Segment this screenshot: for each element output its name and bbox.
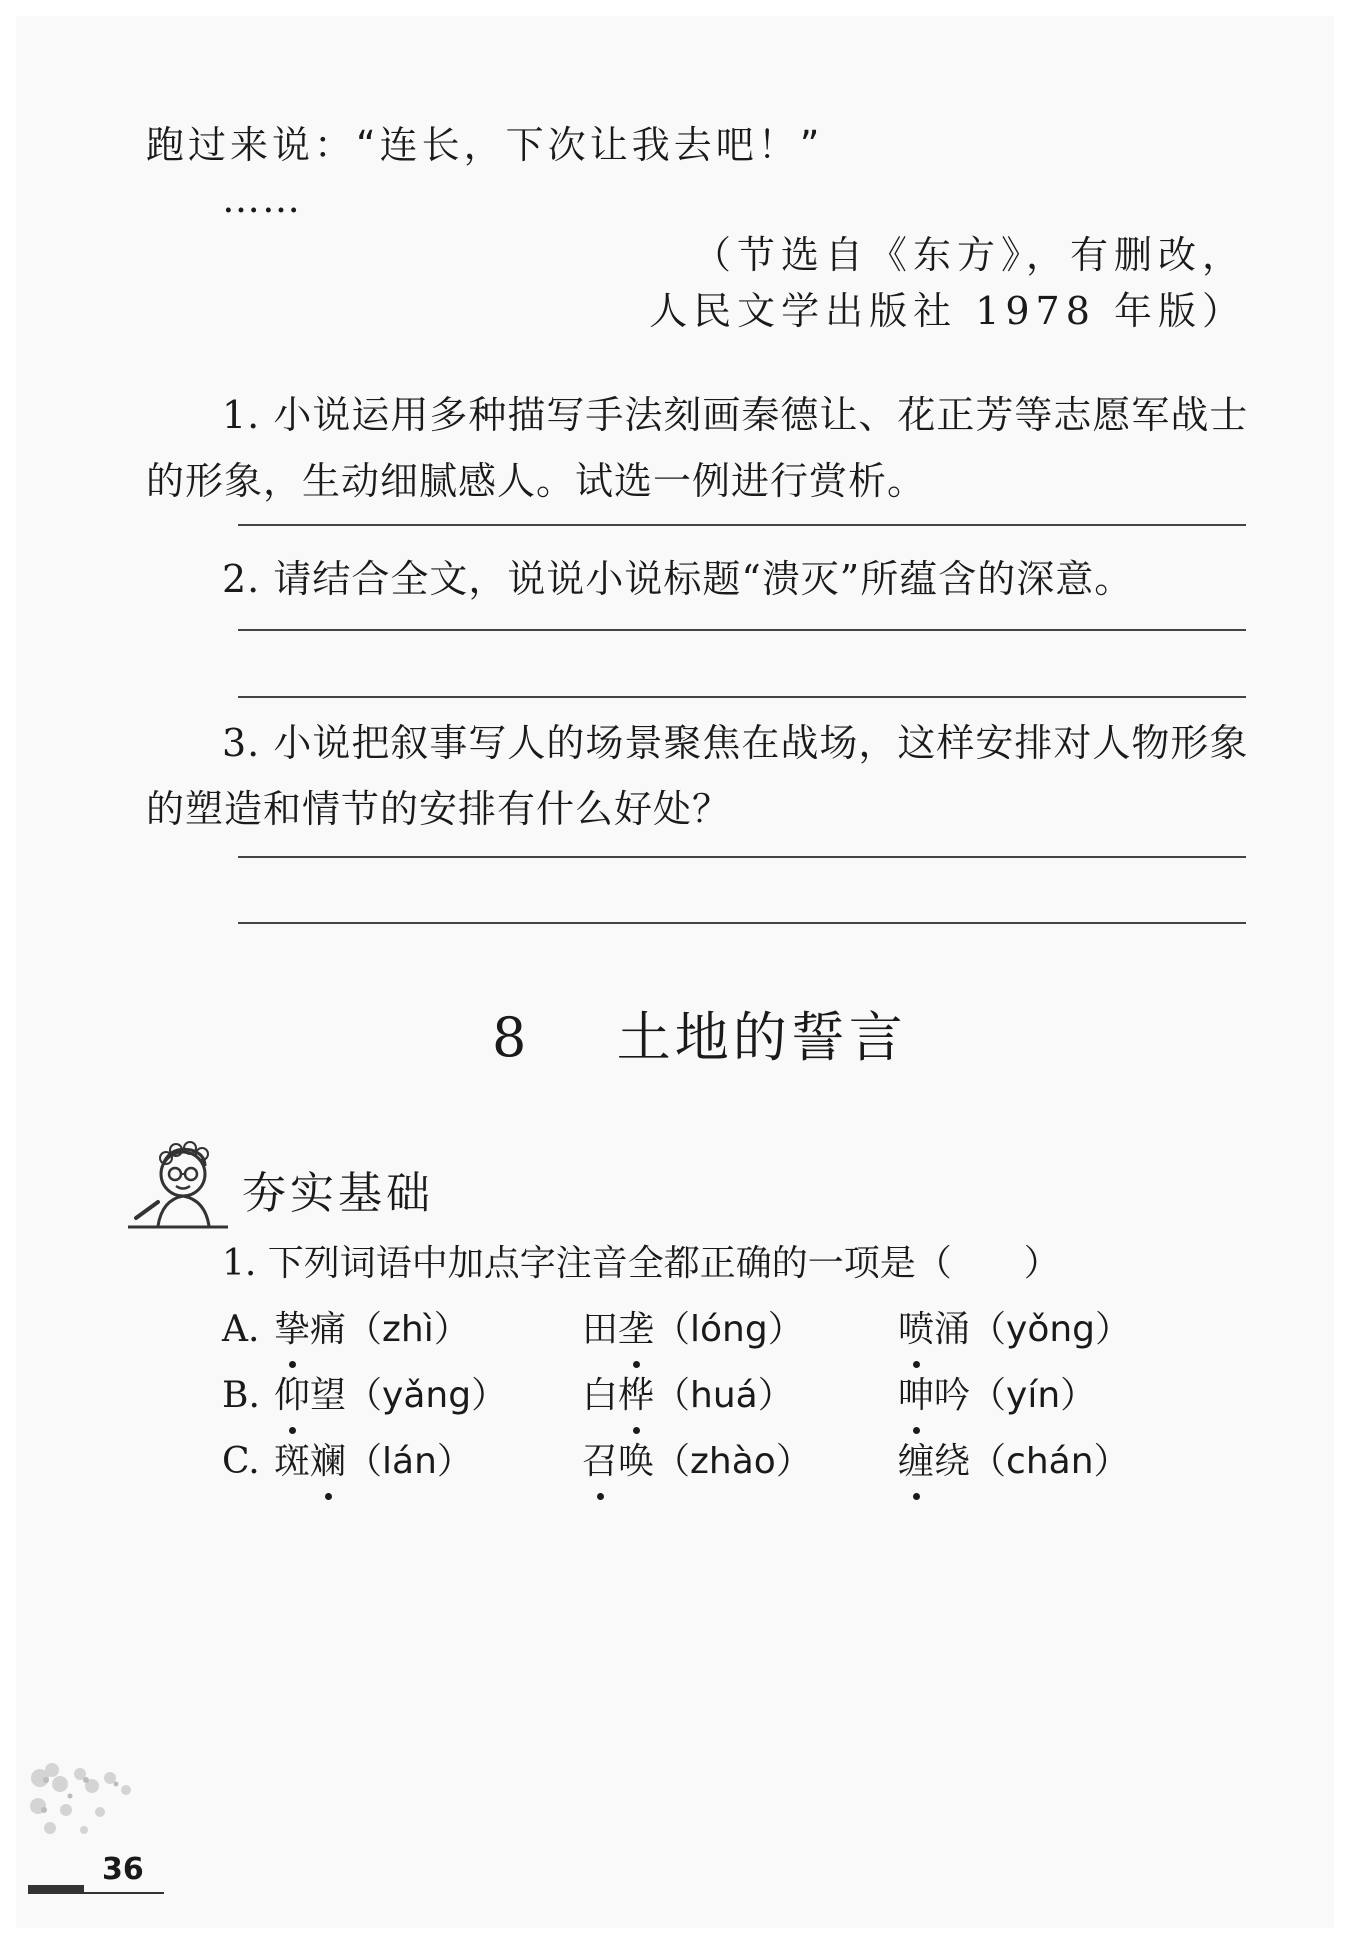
pinyin: （yǒng） [970,1309,1132,1350]
dotted-char: 斓 [310,1430,346,1494]
dotted-char: 召 [582,1430,618,1494]
pinyin: （yín） [970,1375,1097,1416]
answer-line[interactable] [238,922,1246,924]
chapter-number: 8 [492,1006,527,1069]
question-3: 3. 小说把叙事写人的场景聚焦在战场，这样安排对人物形象的塑造和情节的安排有什么好处？ [146,721,1249,831]
option-item: 呻吟（yín） [898,1364,1096,1428]
pinyin: （chán） [970,1441,1130,1482]
answer-line[interactable] [238,856,1246,858]
chapter-heading [492,998,907,1078]
excerpt-ellipsis: …… [222,177,302,221]
pinyin: （lóng） [654,1309,804,1350]
page-number: 36 [102,1852,144,1887]
footer-bar [28,1885,84,1892]
option-item: 田垄（lóng） [582,1298,804,1362]
excerpt-source-line1: （节选自《东方》，有删改， [692,233,1246,277]
option-letter: B. [222,1375,260,1416]
dotted-char: 挚 [274,1298,310,1362]
question-1: 1. 小说运用多种描写手法刻画秦德让、花正芳等志愿军战士的形象，生动细腻感人。试选一例进行赏析。 [146,393,1249,503]
dotted-char: 垄 [618,1298,654,1362]
dotted-char: 缠 [898,1430,934,1494]
dotted-char: 喷 [898,1298,934,1362]
option-letter: A. [222,1309,260,1350]
option-item: 挚痛（zhì） [274,1298,470,1362]
pinyin: （zhì） [346,1309,470,1350]
answer-line[interactable] [238,629,1246,631]
pinyin: （lán） [346,1441,473,1482]
option-item: 喷涌（yǒng） [898,1298,1131,1362]
dotted-char: 桦 [618,1364,654,1428]
teacher-mascot-icon [128,1136,228,1232]
option-item: 缠绕（chán） [898,1430,1130,1494]
option-item: 召唤（zhào） [582,1430,812,1494]
footer-rule [28,1892,164,1894]
chapter-title: 土地的誓言 [616,1006,907,1069]
excerpt-last-line: 跑过来说：“连长，下次让我去吧！” [146,123,824,167]
pinyin: （yǎng） [346,1375,508,1416]
option-item: 仰望（yǎng） [274,1364,507,1428]
mcq-stem: 1. 下列词语中加点字注音全都正确的一项是（ ） [222,1243,1060,1284]
question-2: 2. 请结合全文，说说小说标题“溃灭”所蕴含的深意。 [222,557,1134,601]
workbook-page [16,16,1334,1928]
option-item: 斑斓（lán） [274,1430,473,1494]
pinyin: （zhào） [654,1441,812,1482]
option-letter: C. [222,1441,260,1482]
flower-decoration-icon [20,1756,150,1846]
option-item: 白桦（huá） [582,1364,794,1428]
dotted-char: 仰 [274,1364,310,1428]
answer-line[interactable] [238,524,1246,526]
dotted-char: 呻 [898,1364,934,1428]
pinyin: （huá） [654,1375,794,1416]
excerpt-source-line2: 人民文学出版社 1978 年版） [649,289,1246,333]
answer-line[interactable] [238,696,1246,698]
section-title: 夯实基础 [242,1168,434,1219]
